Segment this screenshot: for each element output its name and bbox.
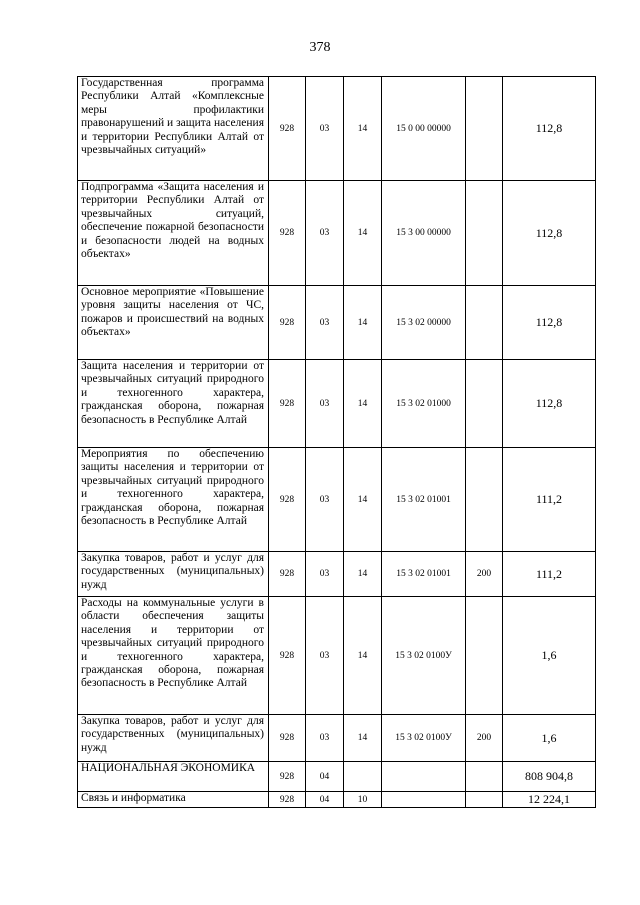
target-article-code: 15 3 02 00000 — [382, 286, 466, 360]
amount: 1,6 — [503, 597, 596, 715]
section-code: 04 — [306, 762, 344, 792]
row-name: Основное мероприятие «Повышение уровня защиты населения от ЧС, пожаров и происшествий на водных объектах» — [78, 286, 269, 360]
subsection-code: 14 — [344, 360, 382, 448]
table-row — [78, 77, 596, 181]
target-article-code: 15 3 02 01001 — [382, 448, 466, 552]
section-code: 04 — [306, 792, 344, 808]
ministry-code: 928 — [269, 286, 306, 360]
subsection-code: 14 — [344, 181, 382, 286]
amount: 111,2 — [503, 552, 596, 597]
section-code: 03 — [306, 360, 344, 448]
ministry-code: 928 — [269, 360, 306, 448]
budget-table — [77, 76, 596, 808]
table-row — [78, 715, 596, 762]
table-row — [78, 762, 596, 792]
expense-type-code — [466, 77, 503, 181]
subsection-code: 14 — [344, 715, 382, 762]
subsection-code: 10 — [344, 792, 382, 808]
section-code: 03 — [306, 597, 344, 715]
amount: 808 904,8 — [503, 762, 596, 792]
ministry-code: 928 — [269, 448, 306, 552]
ministry-code: 928 — [269, 552, 306, 597]
section-code: 03 — [306, 286, 344, 360]
target-article-code — [382, 762, 466, 792]
target-article-code: 15 0 00 00000 — [382, 77, 466, 181]
ministry-code: 928 — [269, 597, 306, 715]
target-article-code — [382, 792, 466, 808]
ministry-code: 928 — [269, 762, 306, 792]
expense-type-code — [466, 597, 503, 715]
expense-type-code — [466, 792, 503, 808]
section-code: 03 — [306, 715, 344, 762]
subsection-code: 14 — [344, 552, 382, 597]
amount: 12 224,1 — [503, 792, 596, 808]
expense-type-code: 200 — [466, 552, 503, 597]
row-name: Закупка товаров, работ и услуг для государственных (муниципальных) нужд — [78, 552, 269, 597]
table-row — [78, 597, 596, 715]
row-name: Мероприятия по обеспечению защиты населения и территории от чрезвычайных ситуаций природного и техногенного характера, гражданская оборона, пожарная безопасность в Республике Алтай — [78, 448, 269, 552]
amount: 112,8 — [503, 360, 596, 448]
expense-type-code — [466, 762, 503, 792]
amount: 1,6 — [503, 715, 596, 762]
amount: 112,8 — [503, 77, 596, 181]
ministry-code: 928 — [269, 77, 306, 181]
expense-type-code — [466, 360, 503, 448]
row-name: Подпрограмма «Защита населения и территории Республики Алтай от чрезвычайных ситуаций, обеспечение пожарной безопасности и безопасности людей на водных объектах» — [78, 181, 269, 286]
subsection-code: 14 — [344, 448, 382, 552]
target-article-code: 15 3 02 0100У — [382, 715, 466, 762]
amount: 112,8 — [503, 286, 596, 360]
section-code: 03 — [306, 552, 344, 597]
expense-type-code — [466, 181, 503, 286]
row-name: Защита населения и территории от чрезвычайных ситуаций природного и техногенного характера, гражданская оборона, пожарная безопасность в Республике Алтай — [78, 360, 269, 448]
row-name: Государственная программа Республики Алтай «Комплексные меры профилактики правонарушений и защита населения и территории Республики Алтай от чрезвычайных ситуаций» — [78, 77, 269, 181]
table-row — [78, 448, 596, 552]
target-article-code: 15 3 02 01000 — [382, 360, 466, 448]
section-code: 03 — [306, 77, 344, 181]
page-number: 378 — [309, 40, 331, 55]
table-row — [78, 792, 596, 808]
expense-type-code — [466, 286, 503, 360]
subsection-code: 14 — [344, 77, 382, 181]
table-row — [78, 360, 596, 448]
subsection-code: 14 — [344, 286, 382, 360]
ministry-code: 928 — [269, 181, 306, 286]
table-row — [78, 181, 596, 286]
amount: 111,2 — [503, 448, 596, 552]
section-code: 03 — [306, 448, 344, 552]
table-row — [78, 286, 596, 360]
expense-type-code: 200 — [466, 715, 503, 762]
row-name: Расходы на коммунальные услуги в области обеспечения защиты населения и территории от чрезвычайных ситуаций природного и техногенного характера, гражданская оборона, пожарная безопасность в Республике Алтай — [78, 597, 269, 715]
expense-type-code — [466, 448, 503, 552]
target-article-code: 15 3 02 0100У — [382, 597, 466, 715]
table-row — [78, 552, 596, 597]
subsection-code: 14 — [344, 597, 382, 715]
ministry-code: 928 — [269, 792, 306, 808]
row-name: Закупка товаров, работ и услуг для государственных (муниципальных) нужд — [78, 715, 269, 762]
section-code: 03 — [306, 181, 344, 286]
row-name: Связь и информатика — [78, 792, 269, 808]
amount: 112,8 — [503, 181, 596, 286]
target-article-code: 15 3 00 00000 — [382, 181, 466, 286]
target-article-code: 15 3 02 01001 — [382, 552, 466, 597]
subsection-code — [344, 762, 382, 792]
row-name: НАЦИОНАЛЬНАЯ ЭКОНОМИКА — [78, 762, 269, 792]
ministry-code: 928 — [269, 715, 306, 762]
